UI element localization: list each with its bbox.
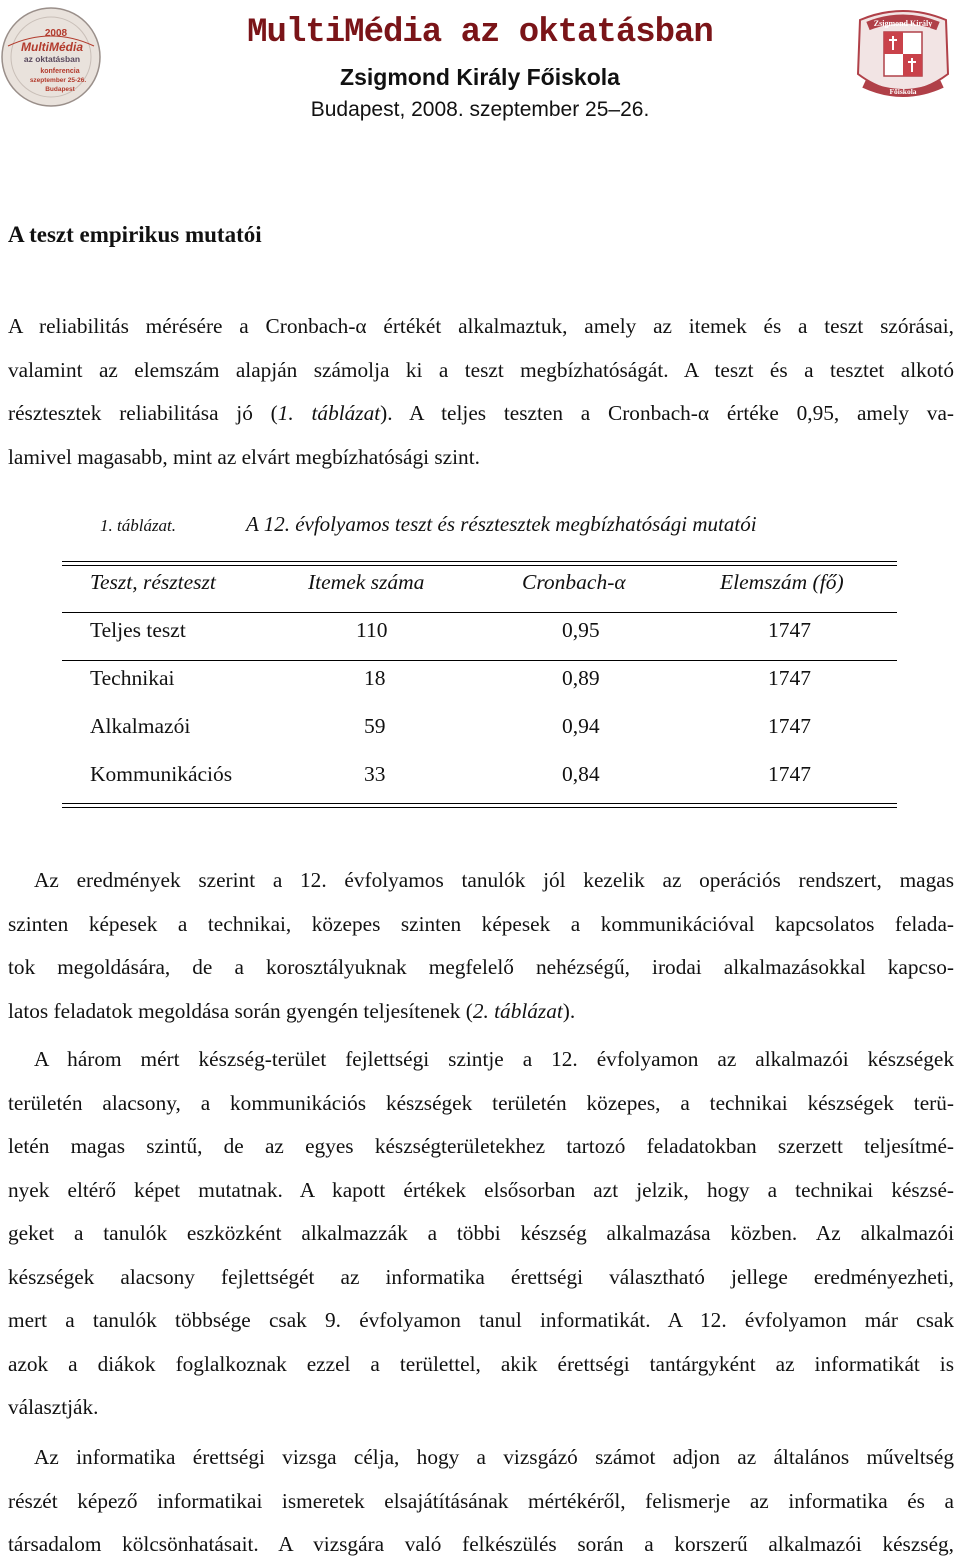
table-cell-value: 1747 (768, 714, 811, 738)
table-header-cell: Itemek száma (308, 570, 425, 594)
paragraph-results (8, 859, 954, 1033)
crest-subtitle: Főiskola (889, 87, 917, 96)
table-header-cell: Elemszám (fő) (720, 570, 844, 594)
table-cell-value: 1747 (768, 618, 811, 642)
logo-year: 2008 (44, 28, 68, 39)
text-line: azok a diákok foglalkoznak ezzel a területtel, akik érettségi tantárgyként az informatikát is (8, 1351, 954, 1376)
text-line: Az eredmények szerint a 12. évfolyamos tanulók jól kezelik az operációs rendszert, magas (34, 868, 954, 892)
text-line: geket a tanulók eszközként alkalmazzák a többi készség alkalmazása közben. Az alkalmazói (8, 1221, 954, 1245)
text-line: letén magas szintű, de az egyes készségterületekhez tartozó feladatokban szerzett teljesítmé- (8, 1134, 954, 1158)
section-title: A teszt empirikus mutatói (8, 222, 262, 247)
table-cell-value: 0,84 (562, 762, 600, 786)
table-cell-label: Technikai (90, 666, 175, 690)
table-cell-value: 0,89 (562, 666, 600, 690)
text-line: valamint az elemszám alapján számolja ki a teszt megbízhatóságát. A teszt és a tesztet alkotó (8, 357, 954, 382)
table-cell-value: 0,95 (562, 618, 600, 642)
table-header-cell: Cronbach-α (522, 570, 626, 594)
crest-name: Zsigmond Király (873, 19, 933, 28)
paragraph-skill-areas (8, 1038, 954, 1430)
text-line: Az informatika érettségi vizsga célja, hogy a vizsgázó számot adjon az általános műveltség (34, 1445, 954, 1469)
table-bottom-rule (62, 803, 897, 808)
table-cell-label: Teljes teszt (90, 618, 186, 642)
logo-dates: szeptember 25-26. (29, 77, 87, 84)
text-line: A három mért készség-terület fejlettségi szintje a 12. évfolyamon az alkalmazói készségek (34, 1047, 954, 1071)
table-reference: 2. táblázat (472, 998, 563, 1023)
text-line: latos feladatok megoldása során gyengén teljesítenek (2. táblázat). (8, 998, 576, 1023)
conference-date: Budapest, 2008. szeptember 25–26. (310, 98, 650, 121)
text-line: mert a tanulók többsége csak 9. évfolyamon tanul informatikát. A 12. évfolyamon már csak (8, 1308, 954, 1332)
table-cell-label: Kommunikációs (90, 762, 233, 786)
table-cell-value: 1747 (768, 666, 811, 690)
text-line: területén alacsony, a kommunikációs készségek területén közepes, a technikai készségek terü- (8, 1090, 954, 1115)
conference-title: MultiMédia az oktatásban (247, 14, 713, 52)
logo-subtitle: az oktatásban (23, 54, 81, 64)
table-cell-label: Alkalmazói (90, 714, 191, 738)
table-row-rule (62, 660, 897, 661)
table-cell-value: 0,94 (562, 714, 600, 738)
table-caption-number: 1. táblázat. (100, 516, 177, 535)
table-cell-value: 110 (356, 618, 388, 642)
text-line: választják. (8, 1395, 99, 1419)
text-line: társadalom kölcsönhatásait. A vizsgára való felkészülés során a korszerű alkalmazói készség, (8, 1532, 954, 1556)
text-line: lamivel magasabb, mint az elvárt megbízhatósági szint. (8, 444, 480, 469)
logo-conference: konferencia (40, 68, 80, 75)
text-line: résztesztek reliabilitása jó (1. táblázat). A teljes teszten a Cronbach-α értéke 0,95, amely va- (8, 401, 954, 425)
table-header-cell: Teszt, részteszt (90, 570, 216, 594)
table-caption-text: A 12. évfolyamos teszt és résztesztek megbízhatósági mutatói (246, 512, 757, 536)
text-line: részét képező informatikai ismeretek elsajátításának mértékéről, felismerje az informatika és a (8, 1488, 954, 1513)
text-line: tok megoldására, de a korosztályuknak megfelelő nehézségű, irodai alkalmazásokkal kapcso- (8, 955, 954, 979)
logo-city: Budapest (45, 86, 75, 93)
table-reference: 1. táblázat (277, 401, 381, 425)
table-cell-value: 1747 (768, 762, 811, 786)
table-cell-value: 33 (364, 762, 386, 786)
paragraph-exam (8, 1436, 954, 1567)
text-line: készségek alacsony fejlettségét az informatika érettségi választható jellege eredményezheti, (8, 1264, 954, 1289)
text-line: A reliabilitás mérésére a Cronbach-α értékét alkalmaztuk, amely az itemek és a teszt szórásai, (8, 314, 954, 338)
table-header-rule (62, 612, 897, 613)
institution-name: Zsigmond Király Főiskola (340, 64, 620, 90)
text-line: szinten képesek a technikai, közepes szinten képesek a kommunikációval kapcsolatos felada- (8, 911, 954, 936)
table-cell-value: 18 (364, 666, 386, 690)
table-top-rule (62, 561, 897, 566)
table-cell-value: 59 (364, 714, 386, 738)
paragraph-reliability (8, 305, 954, 479)
text-line: nyek eltérő képet mutatnak. A kapott értékek elsősorban azt jelzik, hogy a technikai készsé- (8, 1177, 954, 1202)
logo-name: MultiMédia (21, 40, 83, 54)
